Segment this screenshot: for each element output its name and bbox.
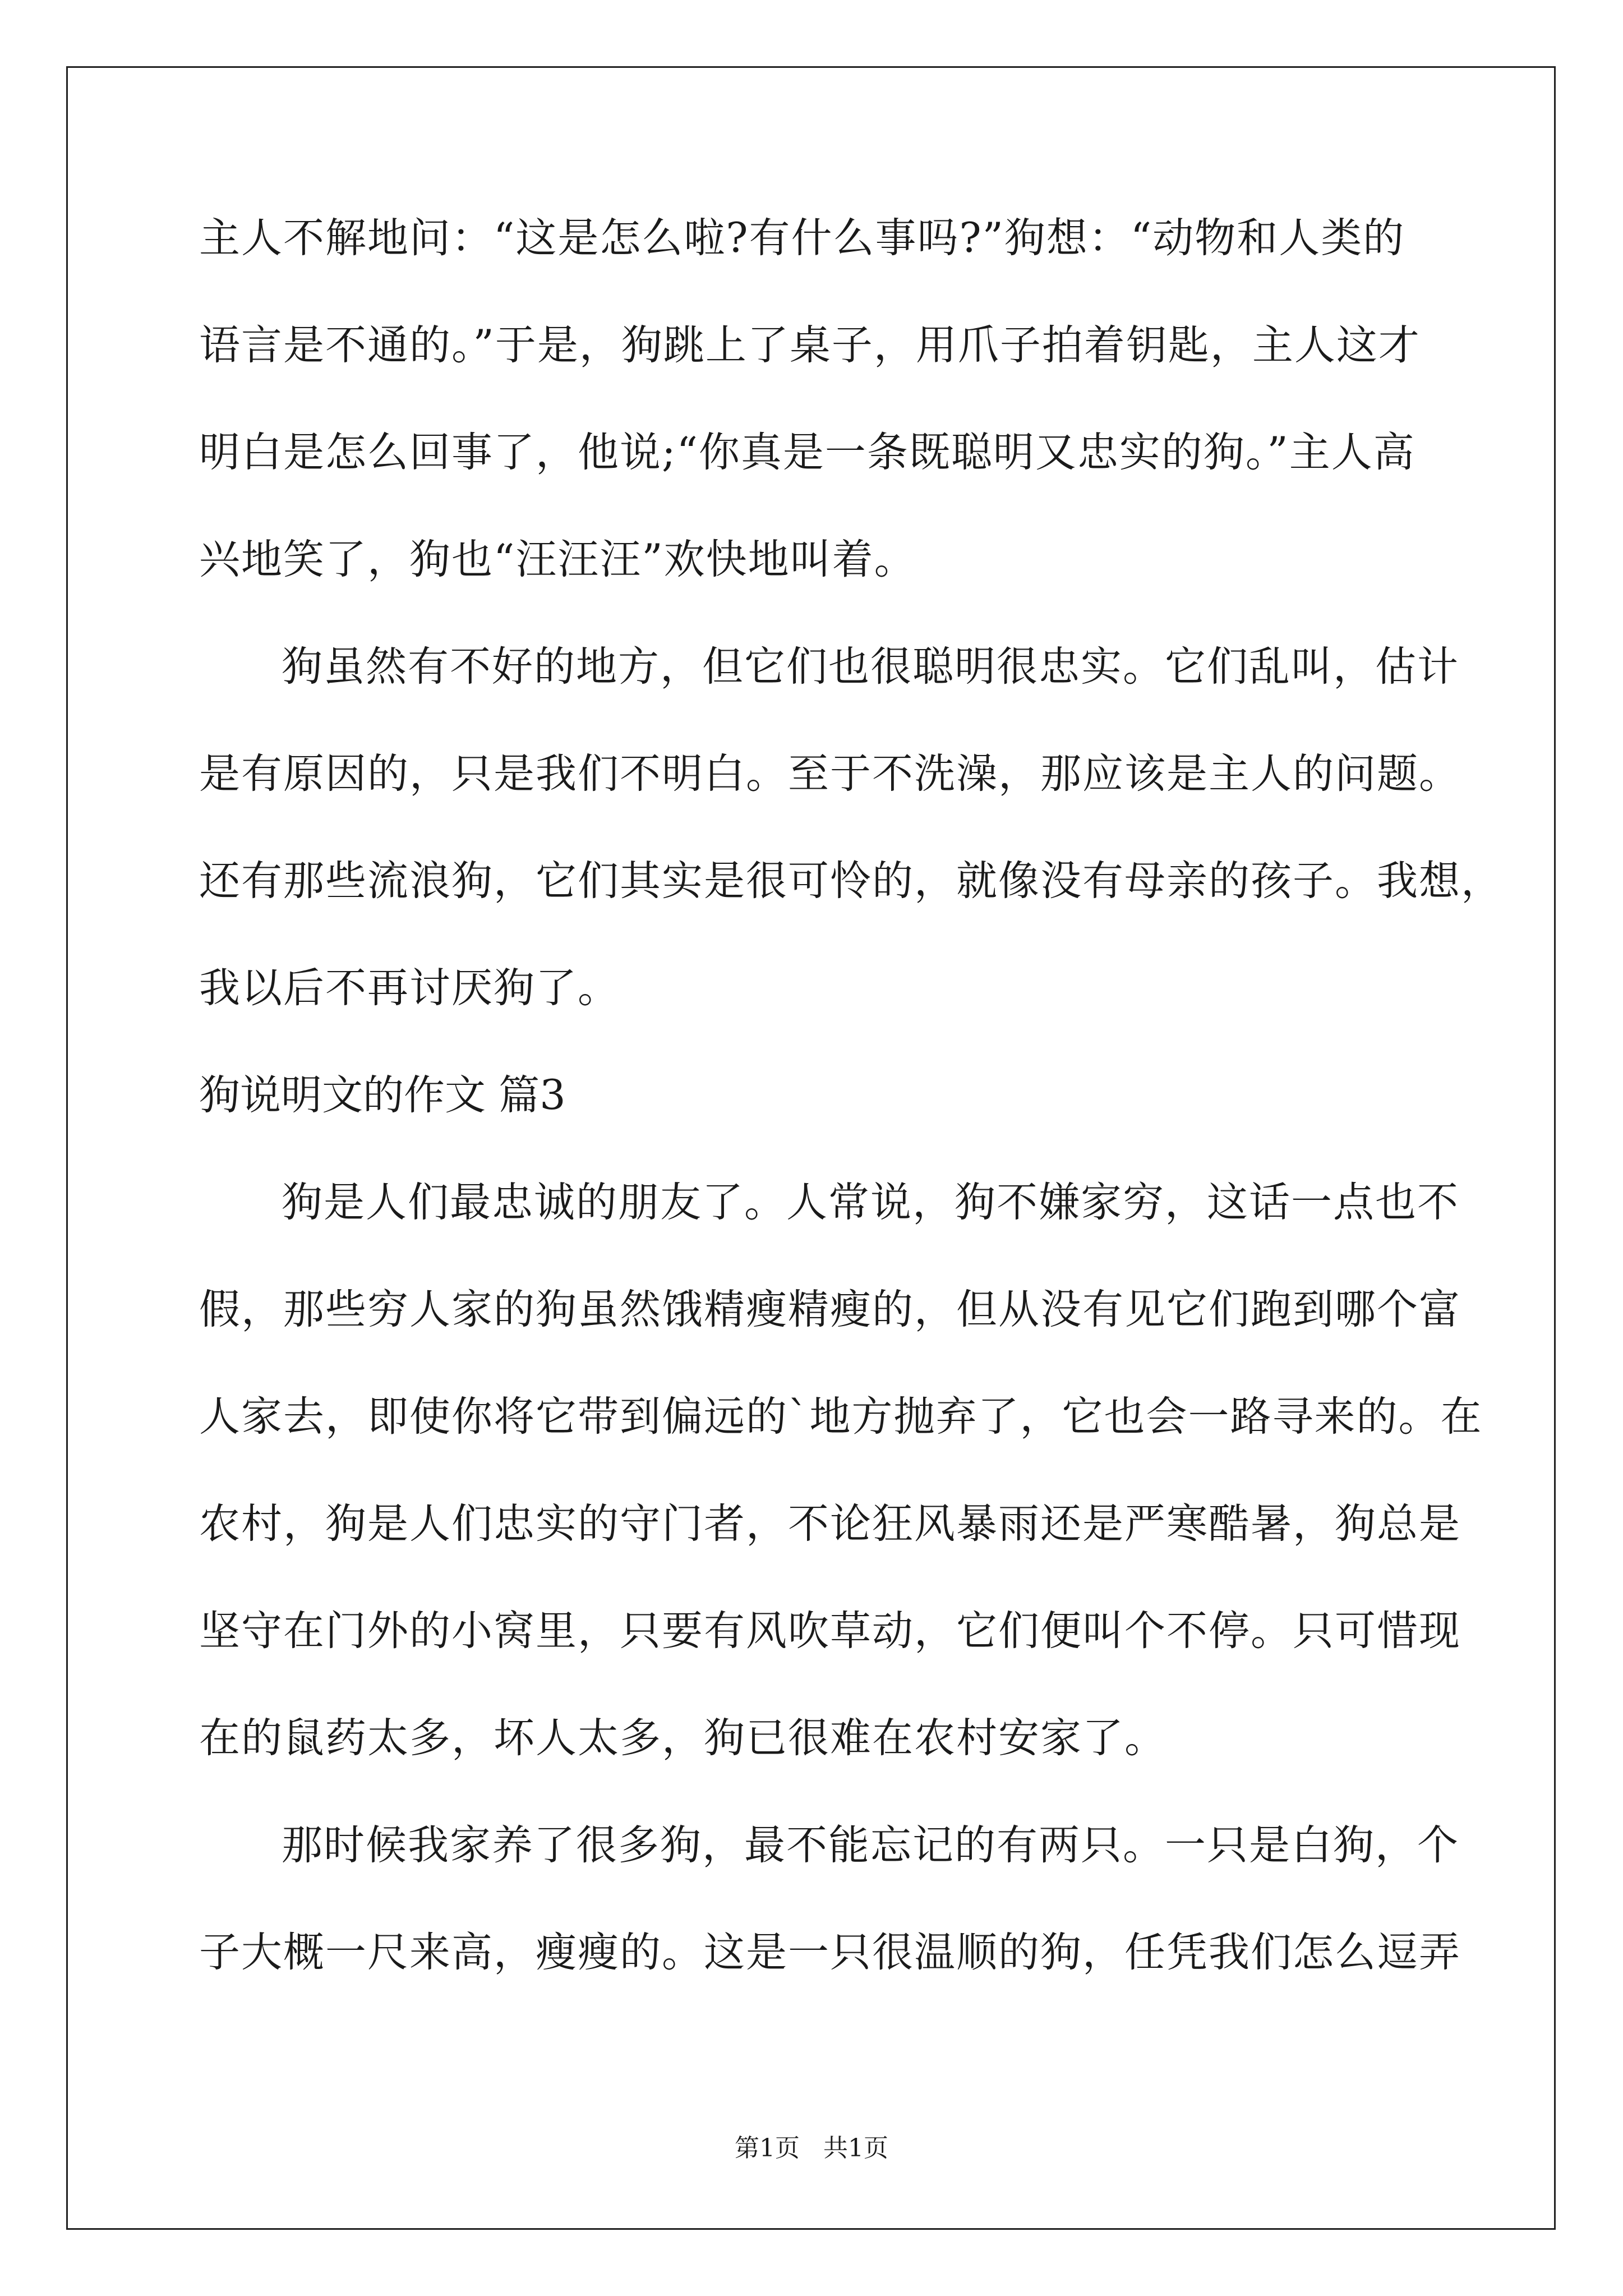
page-footer: 第1页 共1页: [735, 2134, 888, 2162]
text-line: 还有那些流浪狗，它们其实是很可怜的，就像没有母亲的孩子。我想，: [199, 857, 1503, 905]
text-line: 我以后不再讨厌狗了。: [199, 964, 620, 1012]
paragraph-start-line: 狗是人们最忠诚的朋友了。人常说，狗不嫌家穷，这话一点也不: [282, 1179, 1459, 1226]
text-line: 农村，狗是人们忠实的守门者，不论狂风暴雨还是严寒酷暑，狗总是: [199, 1500, 1461, 1548]
text-line: 子大概一尺来高，瘦瘦的。这是一只很温顺的狗，任凭我们怎么逗弄: [199, 1929, 1461, 1976]
document-body: [199, 208, 1503, 2029]
section-heading: 狗说明文的作文 篇3: [199, 1071, 566, 1119]
text-line: 兴地笑了，狗也“汪汪汪”欢快地叫着。: [199, 536, 916, 583]
paragraph-start-line: 狗虽然有不好的地方，但它们也很聪明很忠实。它们乱叫，估计: [282, 643, 1459, 691]
text-line: 明白是怎么回事了，他说;“你真是一条既聪明又忠实的狗。”主人高: [199, 429, 1415, 476]
text-line: 坚守在门外的小窝里，只要有风吹草动，它们便叫个不停。只可惜现: [199, 1607, 1461, 1655]
text-line: 假，那些穷人家的狗虽然饿精瘦精瘦的，但从没有见它们跑到哪个富: [199, 1286, 1461, 1333]
text-line: 在的鼠药太多，坏人太多，狗已很难在农村安家了。: [199, 1714, 1166, 1762]
text-line: 是有原因的，只是我们不明白。至于不洗澡，那应该是主人的问题。: [199, 750, 1461, 798]
paragraph-start-line: 那时候我家养了很多狗，最不能忘记的有两只。一只是白狗，个: [282, 1821, 1459, 1869]
text-line: 语言是不通的。”于是，狗跳上了桌子，用爪子拍着钥匙，主人这才: [199, 321, 1421, 369]
text-line: 人家去，即使你将它带到偏远的`地方抛弃了，它也会一路寻来的。在: [199, 1393, 1483, 1441]
text-line: 主人不解地问：“这是怎么啦?有什么事吗?”狗想：“动物和人类的: [199, 214, 1405, 262]
